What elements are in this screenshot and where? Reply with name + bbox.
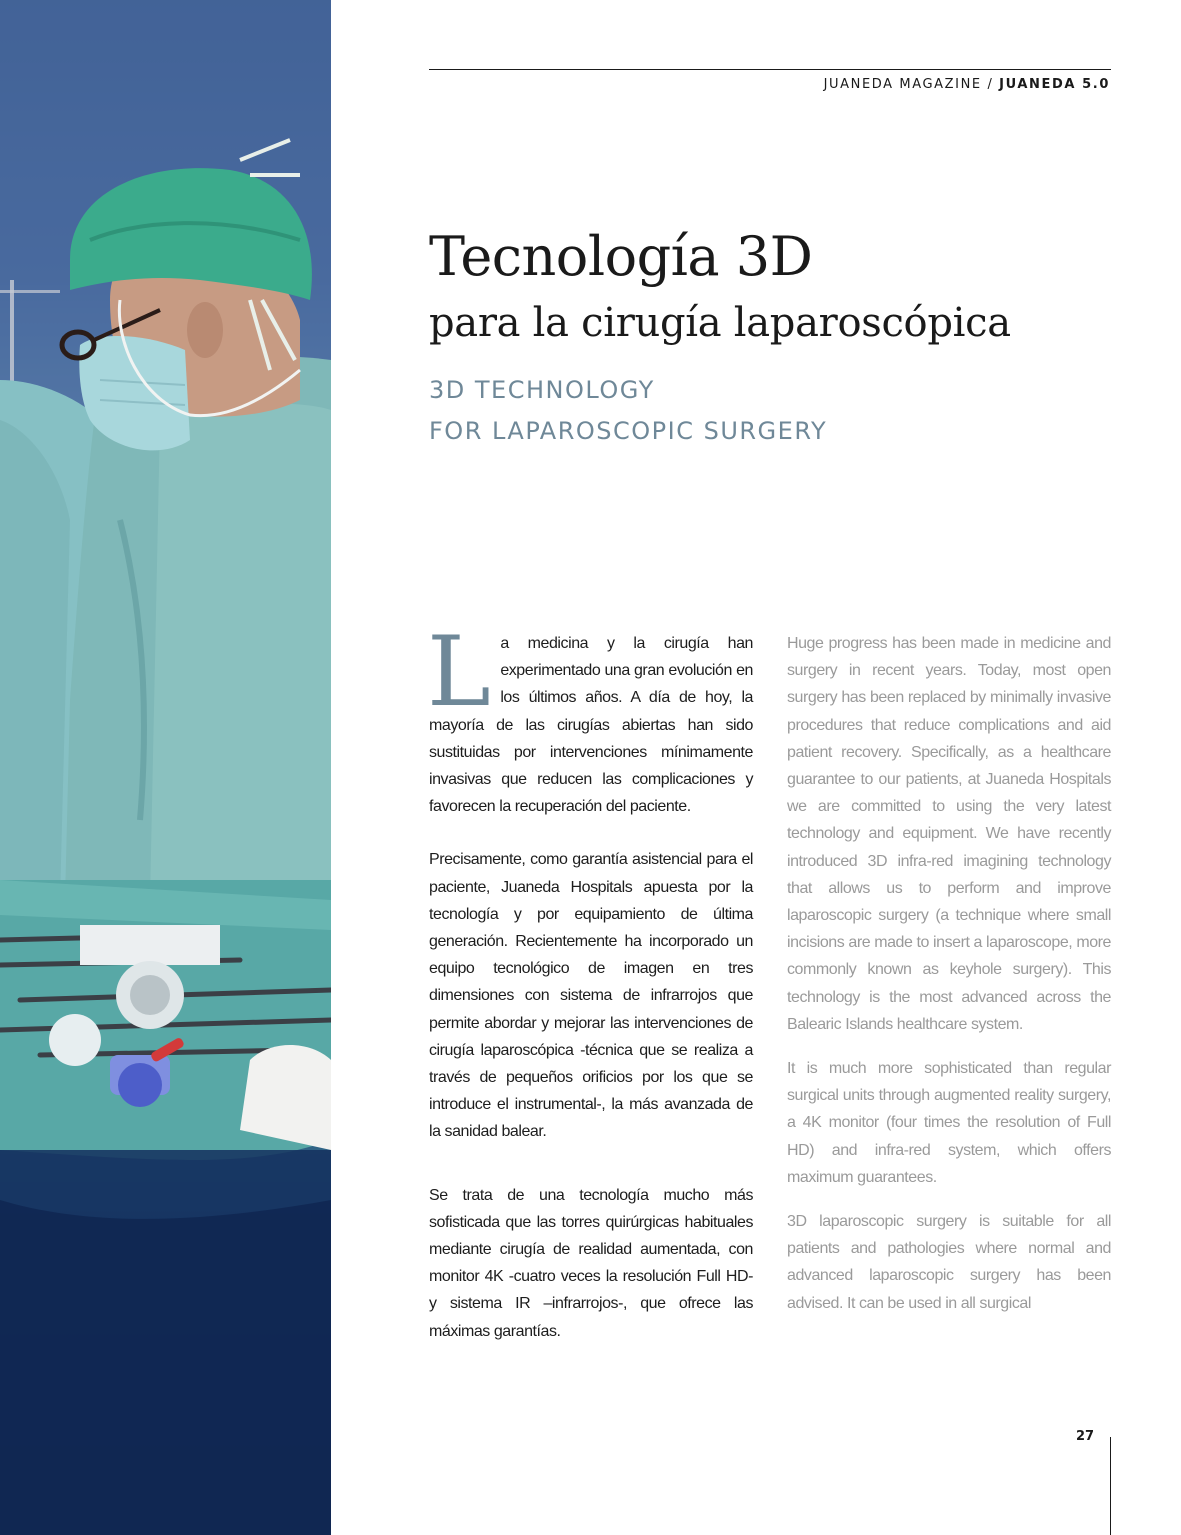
running-head [824,77,1110,92]
english-title [429,370,1111,452]
spanish-paragraph-3: Se trata de una tecnología mucho más sofisticada que las torres quirúrgicas habituales mediante cirugía de realidad aumentada, con monitor 4K -cuatro veces la resolución Full HD- y sistema IR –infrarrojos-, que ofrece las máximas garantías. [429,1186,753,1340]
spanish-column [427,616,753,1345]
surgery-photo-illustration [0,0,331,1535]
section-name: JUANEDA 5.0 [999,77,1110,92]
folio-rule [1110,1437,1111,1535]
spanish-paragraph-1-text: a medicina y la cirugía han experimentado una gran evolución en los últimos años. A día de hoy, la mayoría de las cirugías abiertas han sido sustituidas por intervenciones mínimamente invasivas que reducen las complicaciones y favorecen la recuperación del paciente. [429,635,753,816]
running-head-separator: / [981,77,1000,92]
english-paragraph-3: 3D laparoscopic surgery is suitable for all patients and pathologies where normal and advanced laparoscopic surgery has been advised. It can be used in all surgical [787,1213,1111,1312]
english-column [787,630,1111,1317]
magazine-name: JUANEDA MAGAZINE [823,77,982,92]
cover-photo [0,0,331,1535]
english-paragraph-2: It is much more sophisticated than regular surgical units through augmented reality surgery, a 4K monitor (four times the resolution of Full HD) and infra-red system, which offers maximum guarantees. [787,1060,1111,1186]
drop-cap: L [427,616,491,728]
spanish-paragraph-1 [427,616,753,820]
page-subtitle: para la cirugía laparoscópica [429,300,1011,346]
page-number: 27 [1076,1429,1095,1444]
english-title-line-1: 3D TECHNOLOGY [429,376,655,404]
english-paragraph-1: Huge progress has been made in medicine and surgery in recent years. Today, most open surgery has been replaced by minimally invasive procedures that reduce complications and aid patient recovery. Specifically, as a healthcare guarantee to our patients, at Juaneda Hospitals we are committed to using the very latest technology and equipment. We have recently introduced 3D infra-red imagining technology that allows us to perform and improve laparoscopic surgery (a technique where small incisions are made to insert a laparoscope, more commonly known as keyhole surgery). This technology is the most advanced across the Balearic Islands healthcare system. [787,635,1111,1033]
spanish-paragraph-2: Precisamente, como garantía asistencial para el paciente, Juaneda Hospitals apuesta por la tecnología y por equipamiento de última generación. Recientemente ha incorporado un equipo tecnológico de imagen en tres dimensiones con sistema de infrarrojos que permite abordar y mejorar las intervenciones de cirugía laparoscópica -técnica que se realiza a través de pequeños orificios por los que se introduce el instrumental-, la más avanzada de la sanidad balear. [429,851,753,1141]
english-title-line-2: FOR LAPAROSCOPIC SURGERY [429,417,828,445]
header-rule [429,69,1111,70]
page-title: Tecnología 3D [429,225,813,288]
